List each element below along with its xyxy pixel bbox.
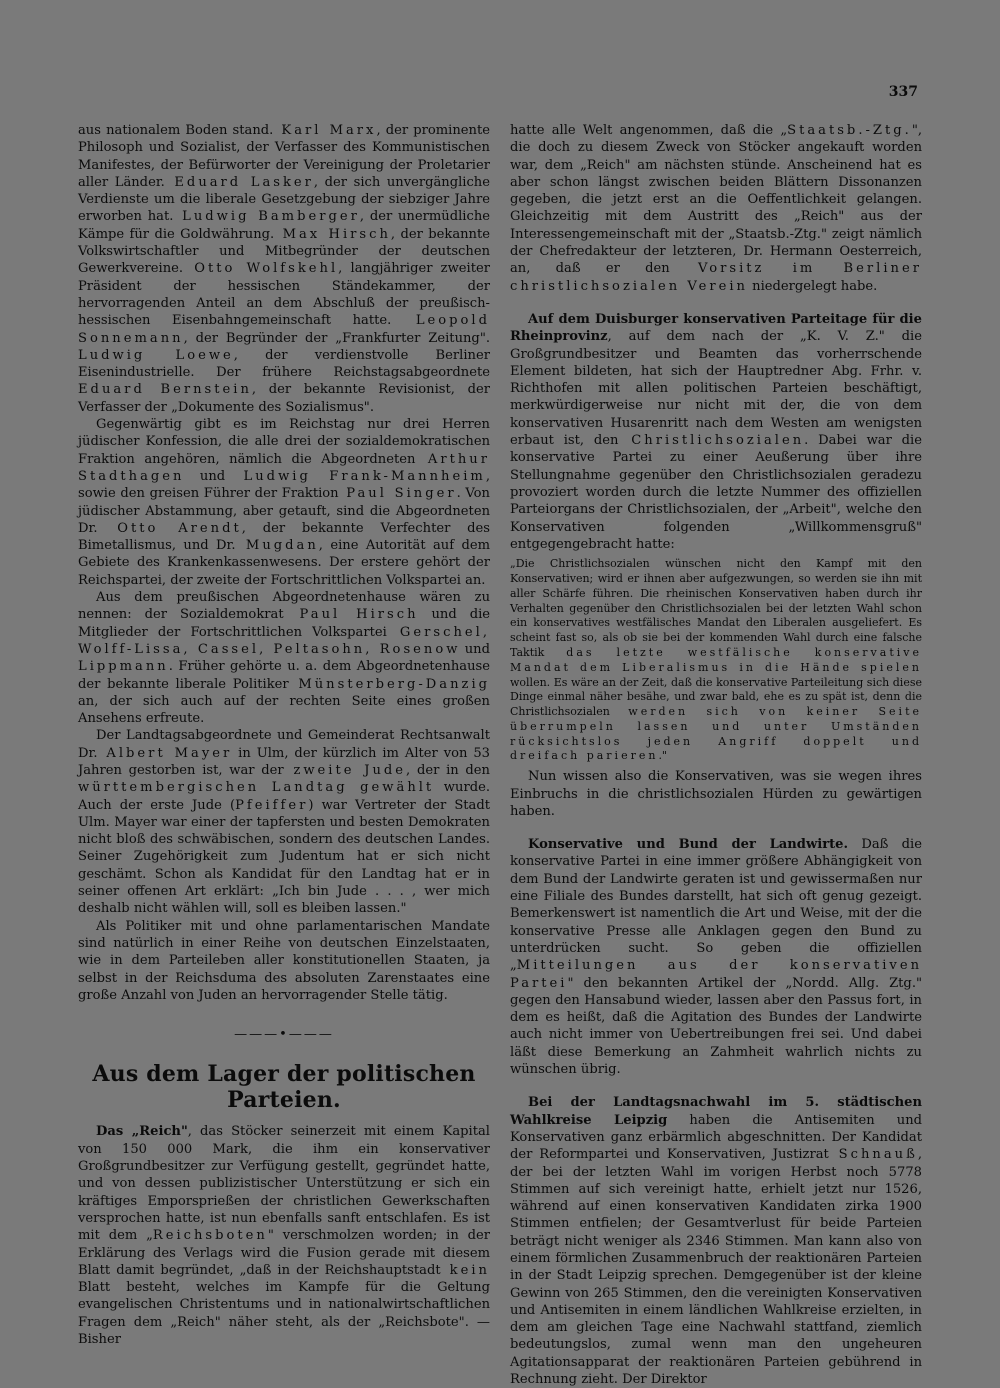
paragraph: Auf dem Duisburger konservativen Parteitage für die Rheinprovinz, auf dem nach der „K. V. Z." die Großgrundbesitzer und Beamten das vorherrschende Element bildeten, hat sich der Hauptredner Abg. Frhr. v. Richthofen mit allen politischen Parteien beschäftigt, merkwürdigerweise nur nicht mit der, die von dem konservativen Husarenritt nach dem Westen am wenigsten erbaut ist, den Christlichsozialen. Dabei war die konservative Partei zu einer Aeußerung über ihre Stellungnahme gegenüber den Christlichsozialen geradezu provoziert worden durch die letzte Nummer des offiziellen Parteiorgans der Christlichsozialen, der „Arbeit", welche den Konservativen folgenden „Willkommensgruß" entgegengebracht hatte: <box>510 311 922 552</box>
right-column <box>510 122 922 1388</box>
paragraph: Das „Reich", das Stöcker seinerzeit mit einem Kapital von 150 000 Mark, die ihm ein konservativer Großgrundbesitzer zur Verfügung gestellt, gegründet hatte, und von dessen publizistischer Unterstützung er sich ein kräftiges Emporsprießen der christlichen Gewerkschaften versprochen hatte, ist nun ebenfalls sanft entschlafen. Es ist mit dem „Reichsboten" verschmolzen worden; in der Erklärung des Verlags wird die Fusion gerade mit diesem Blatt damit begründet, „daß in der Reichshauptstadt kein Blatt besteht, welches im Kampfe für die Geltung evangelischen Christentums und in nationalwirtschaftlichen Fragen dem „Reich" näher steht, als der „Reichsbote". — Bisher <box>78 1124 490 1347</box>
paragraph: Der Landtagsabgeordnete und Gemeinderat Rechtsanwalt Dr. Albert Mayer in Ulm, der kürzlich im Alter von 53 Jahren gestorben ist, war der zweite Jude, der in den württembergischen Landtag gewählt wurde. Auch der erste Jude (Pfeiffer) war Vertreter der Stadt Ulm. Mayer war einer der tapfersten und besten Demokraten nicht bloß des schwäbischen, sondern des deutschen Landes. Seiner Zugehörigkeit zum Judentum hat er sich nicht geschämt. Schon als Kandidat für den Landtag hat er in seiner offenen Art erklärt: „Ich bin Jude . . . , wer mich deshalb nicht wählen will, soll es bleiben lassen." <box>78 728 490 917</box>
section-heading: Aus dem Lager der politischen Parteien. <box>92 1061 476 1114</box>
paragraph: hatte alle Welt angenommen, daß die „Staatsb.-Ztg.", die doch zu diesem Zweck von Stöcker angekauft worden war, dem „Reich" am nächsten stünde. Anscheinend hat es aber schon längst zwischen beiden Blättern Dissonanzen gegeben, die jetzt erst an die Oeffentlichkeit gelangen. Gleichzeitig mit dem Austritt des „Reich" aus der Interessengemeinschaft mit der „Staatsb.-Ztg." zeigt nämlich der Chefredakteur der letzteren, Dr. Hermann Oesterreich, an, daß er den Vorsitz im Berliner christlichsozialen Verein niedergelegt habe. <box>510 123 922 294</box>
paragraph: Konservative und Bund der Landwirte. Daß die konservative Partei in eine immer größere Abhängigkeit von dem Bund der Landwirte geraten ist und gewissermaßen nur eine Filiale des Bundes darstellt, hat sich oft genug gezeigt. Bemerkenswert ist namentlich die Art und Weise, mit der die konservative Presse alle Anklagen gegen den Bund zu unterdrücken sucht. So geben die offiziellen „Mitteilungen aus der konservativen Partei" den bekannten Artikel der „Nordd. Allg. Ztg." gegen den Hansabund wieder, lassen aber den Passus fort, in dem es heißt, daß die Agitation des Bundes der Landwirte auch nicht immer von Uebertreibungen frei sei. Und dabei läßt diese Bemerkung an Zahmheit wahrlich nichts zu wünschen übrig. <box>510 837 922 1078</box>
paragraph: Aus dem preußischen Abgeordnetenhause wären zu nennen: der Sozialdemokrat Paul Hirsch und die Mitglieder der Fortschrittlichen Volkspartei Gerschel, Wolff-Lissa, Cassel, Peltasohn, Rosenow und Lippmann. Früher gehörte u. a. dem Abgeordnetenhause der bekannte liberale Politiker Münsterberg-Danzig an, der sich auch auf der rechten Seite eines großen Ansehens erfreute. <box>78 590 491 727</box>
paragraph: Nun wissen also die Konservativen, was sie wegen ihres Einbruchs in die christlichsozialen Hürden zu gewärtigen haben. <box>510 769 922 819</box>
paragraph: aus nationalem Boden stand. Karl Marx, der prominente Philosoph und Sozialist, der Verfasser des Kommunistischen Manifestes, der Befürworter der Vereinigung der Proletarier aller Länder. Eduard Lasker, der sich unvergängliche Verdienste um die liberale Gesetzgebung der siebziger Jahre erworben hat. Ludwig Bamberger, der unermüdliche Kämpe für die Goldwährung. Max Hirsch, der bekannte Volkswirtschaftler und Mitbegründer der deutschen Gewerkvereine. Otto Wolfskehl, langjähriger zweiter Präsident der hessischen Ständekammer, der hervorragenden Anteil an dem Abschluß der preußisch-hessischen Eisenbahngemeinschaft hatte. Leopold Sonnemann, der Begründer der „Frankfurter Zeitung". Ludwig Loewe, der verdienstvolle Berliner Eisenindustrielle. Der frühere Reichstagsabgeordnete Eduard Bernstein, der bekannte Revisionist, der Verfasser der „Dokumente des Sozialismus". <box>78 123 490 415</box>
paragraph: Als Politiker mit und ohne parlamentarischen Mandate sind natürlich in einer Reihe von deutschen Einzelstaaten, wie in dem Parteileben aller konstitutionellen Staaten, ja selbst in der Reichsduma des absoluten Zarenstaates eine große Anzahl von Juden an hervorragender Stelle tätig. <box>78 918 490 1003</box>
block-quote: „Die Christlichsozialen wünschen nicht den Kampf mit den Konservativen; wird er ihnen aber aufgezwungen, so werden sie ihn mit aller Schärfe führen. Die rheinischen Konservativen haben durch ihr Verhalten gegenüber den Christlichsozialen bei der letzten Wahl schon ein konservatives westfälisches Mandat den Liberalen ausgeliefert. Es scheint fast so, als ob sie bei der kommenden Wahl durch eine falsche Taktik das letzte westfälische konservative Mandat dem Liberalismus in die Hände spielen wollen. Es wäre an der Zeit, daß die konservative Parteileitung sich diese Dinge einmal näher besähe, und zwar bald, ehe es zu spät ist, denn die Christlichsozialen werden sich von keiner Seite überrumpeln lassen und unter Umständen rücksichtslos jeden Angriff doppelt und dreifach parieren." <box>510 557 922 763</box>
paragraph: Gegenwärtig gibt es im Reichstag nur drei Herren jüdischer Konfession, die alle drei der sozialdemokratischen Fraktion angehören, nämlich die Abgeordneten Arthur Stadthagen und Ludwig Frank-Mannheim, sowie den greisen Führer der Fraktion Paul Singer. Von jüdischer Abstammung, aber getauft, sind die Abgeordneten Dr. Otto Arendt, der bekannte Verfechter des Bimetallismus, und Dr. Mugdan, eine Autorität auf dem Gebiete des Krankenkassenwesens. Der erstere gehört der Reichspartei, der zweite der Fortschrittlichen Volkspartei an. <box>78 417 491 588</box>
section-divider: ———•——— <box>234 1027 334 1043</box>
page-number: 337 <box>888 84 918 100</box>
paragraph: Bei der Landtagsnachwahl im 5. städtischen Wahlkreise Leipzig haben die Antisemiten und Konservativen ganz erbärmlich abgeschnitten. Der Kandidat der Reformpartei und Konservativen, Justizrat Schnauß, der bei der letzten Wahl im vorigen Herbst noch 5778 Stimmen auf sich vereinigt hatte, erhielt jetzt nur 1526, während auf einen konservativen Kandidaten zirka 1900 Stimmen entfielen; der Gesamtverlust für beide Parteien beträgt nicht weniger als 2346 Stimmen. Man kann also von einem förmlichen Zusammenbruch der reaktionären Parteien in der Stadt Leipzig sprechen. Demgegenüber ist der kleine Gewinn von 265 Stimmen, den die vereinigten Konservativen und Antisemiten in einem ländlichen Wahlkreise erzielten, in dem am gleichen Tage eine Nachwahl stattfand, ziemlich bedeutungslos, zumal wenn man den ungeheuren Agitationsapparat der reaktionären Parteien gebührend in Rechnung zieht. Der Direktor <box>510 1095 923 1388</box>
left-column <box>78 122 490 1348</box>
